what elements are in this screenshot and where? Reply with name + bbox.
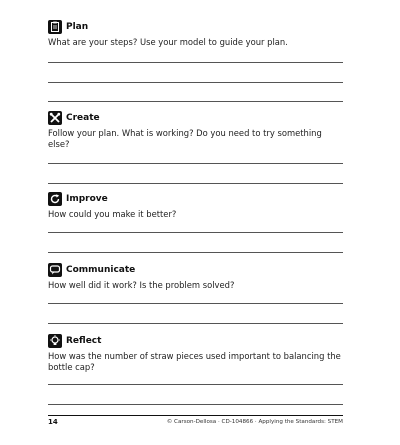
writing-line[interactable] bbox=[48, 303, 343, 304]
clipboard-icon bbox=[48, 20, 62, 34]
section-reflect bbox=[48, 334, 343, 372]
section-prompt: What are your steps? Use your model to guide your plan. bbox=[48, 37, 288, 47]
writing-line[interactable] bbox=[48, 101, 343, 102]
lightbulb-icon bbox=[48, 334, 62, 348]
section-create bbox=[48, 111, 343, 149]
section-prompt: Follow your plan. What is working? Do you need to try something else? bbox=[48, 128, 322, 149]
writing-line[interactable] bbox=[48, 163, 343, 164]
writing-line[interactable] bbox=[48, 82, 343, 83]
writing-line[interactable] bbox=[48, 183, 343, 184]
section-title: Create bbox=[66, 113, 100, 123]
page-number: 14 bbox=[48, 418, 58, 426]
writing-line[interactable] bbox=[48, 62, 343, 63]
section-prompt: How was the number of straw pieces used important to balancing the bottle cap? bbox=[48, 351, 341, 372]
refresh-icon bbox=[48, 192, 62, 206]
writing-line[interactable] bbox=[48, 252, 343, 253]
section-communicate bbox=[48, 263, 343, 291]
section-title: Reflect bbox=[66, 336, 102, 346]
section-prompt: How well did it work? Is the problem solved? bbox=[48, 280, 235, 290]
writing-line[interactable] bbox=[48, 404, 343, 405]
writing-line[interactable] bbox=[48, 384, 343, 385]
section-improve bbox=[48, 192, 343, 220]
section-title: Plan bbox=[66, 22, 89, 32]
section-title: Communicate bbox=[66, 265, 136, 275]
section-plan bbox=[48, 20, 343, 48]
speech-bubble-icon bbox=[48, 263, 62, 277]
section-title: Improve bbox=[66, 194, 108, 204]
tools-icon bbox=[48, 111, 62, 125]
footer-credit: © Carson-Dellosa · CD-104866 · Applying the Standards: STEM bbox=[166, 419, 343, 425]
section-prompt: How could you make it better? bbox=[48, 209, 177, 219]
writing-line[interactable] bbox=[48, 232, 343, 233]
writing-line[interactable] bbox=[48, 323, 343, 324]
footer-divider bbox=[48, 415, 343, 416]
